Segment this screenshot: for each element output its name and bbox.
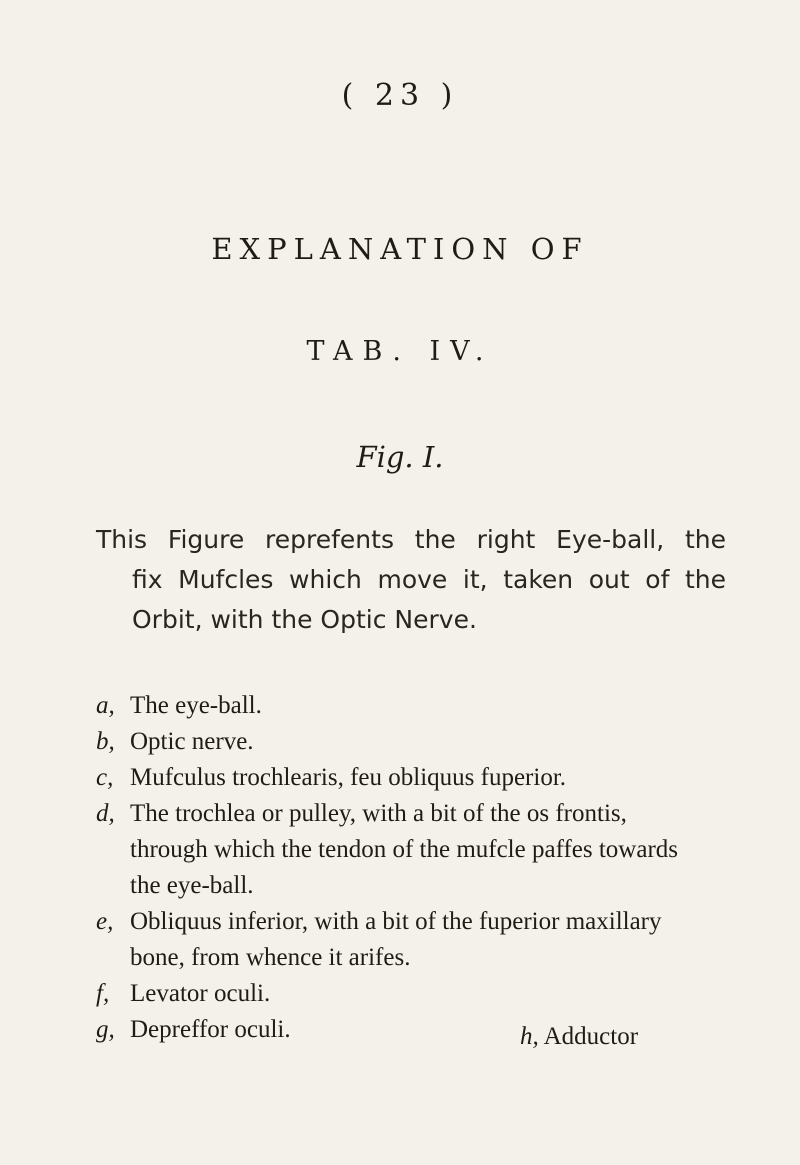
- legend-item: [96, 760, 746, 796]
- figure-legend: [96, 688, 746, 1048]
- legend-item: [96, 976, 746, 1012]
- legend-item: [96, 724, 746, 760]
- legend-text: Levator oculi.: [130, 980, 271, 1007]
- legend-key: g,: [96, 1016, 115, 1043]
- legend-item: [96, 1012, 746, 1048]
- legend-key: d,: [96, 800, 115, 827]
- legend-key: b,: [96, 728, 115, 755]
- figure-description: [96, 520, 726, 640]
- page-number: ( 23 ): [341, 78, 459, 113]
- legend-text: the eye-ball.: [130, 872, 254, 899]
- legend-key: e,: [96, 908, 114, 935]
- legend-item: [96, 904, 746, 976]
- legend-text: through which the tendon of the mufcle paffes towards: [130, 836, 678, 863]
- legend-text: Depreffor oculi.: [130, 1016, 291, 1043]
- section-heading: EXPLANATION OF: [211, 232, 589, 266]
- catchword-key: h,: [520, 1023, 539, 1050]
- legend-key: a,: [96, 692, 115, 719]
- legend-text: bone, from whence it arifes.: [130, 944, 411, 971]
- legend-item: [96, 688, 746, 724]
- legend-key: c,: [96, 764, 114, 791]
- figure-title: Fig. I.: [356, 440, 444, 474]
- legend-key: f,: [96, 980, 110, 1007]
- description-line: This Figure reprefents the right Eye-ball, the: [96, 525, 726, 554]
- legend-text: Obliquus inferior, with a bit of the fuperior maxillary: [130, 908, 662, 935]
- legend-text: Mufculus trochlearis, feu obliquus fuperior.: [130, 764, 567, 791]
- catchword-text: Adductor: [543, 1023, 639, 1050]
- description-line: Orbit, with the Optic Nerve.: [132, 605, 477, 634]
- legend-text: Optic nerve.: [130, 728, 254, 755]
- description-line: fix Mufcles which move it, taken out of the: [132, 565, 726, 594]
- legend-text: The eye-ball.: [130, 692, 262, 719]
- plate-title: TAB. IV.: [306, 336, 494, 367]
- legend-text: The trochlea or pulley, with a bit of the os frontis,: [130, 800, 627, 827]
- legend-item: [96, 796, 746, 904]
- catchword: [520, 1023, 638, 1051]
